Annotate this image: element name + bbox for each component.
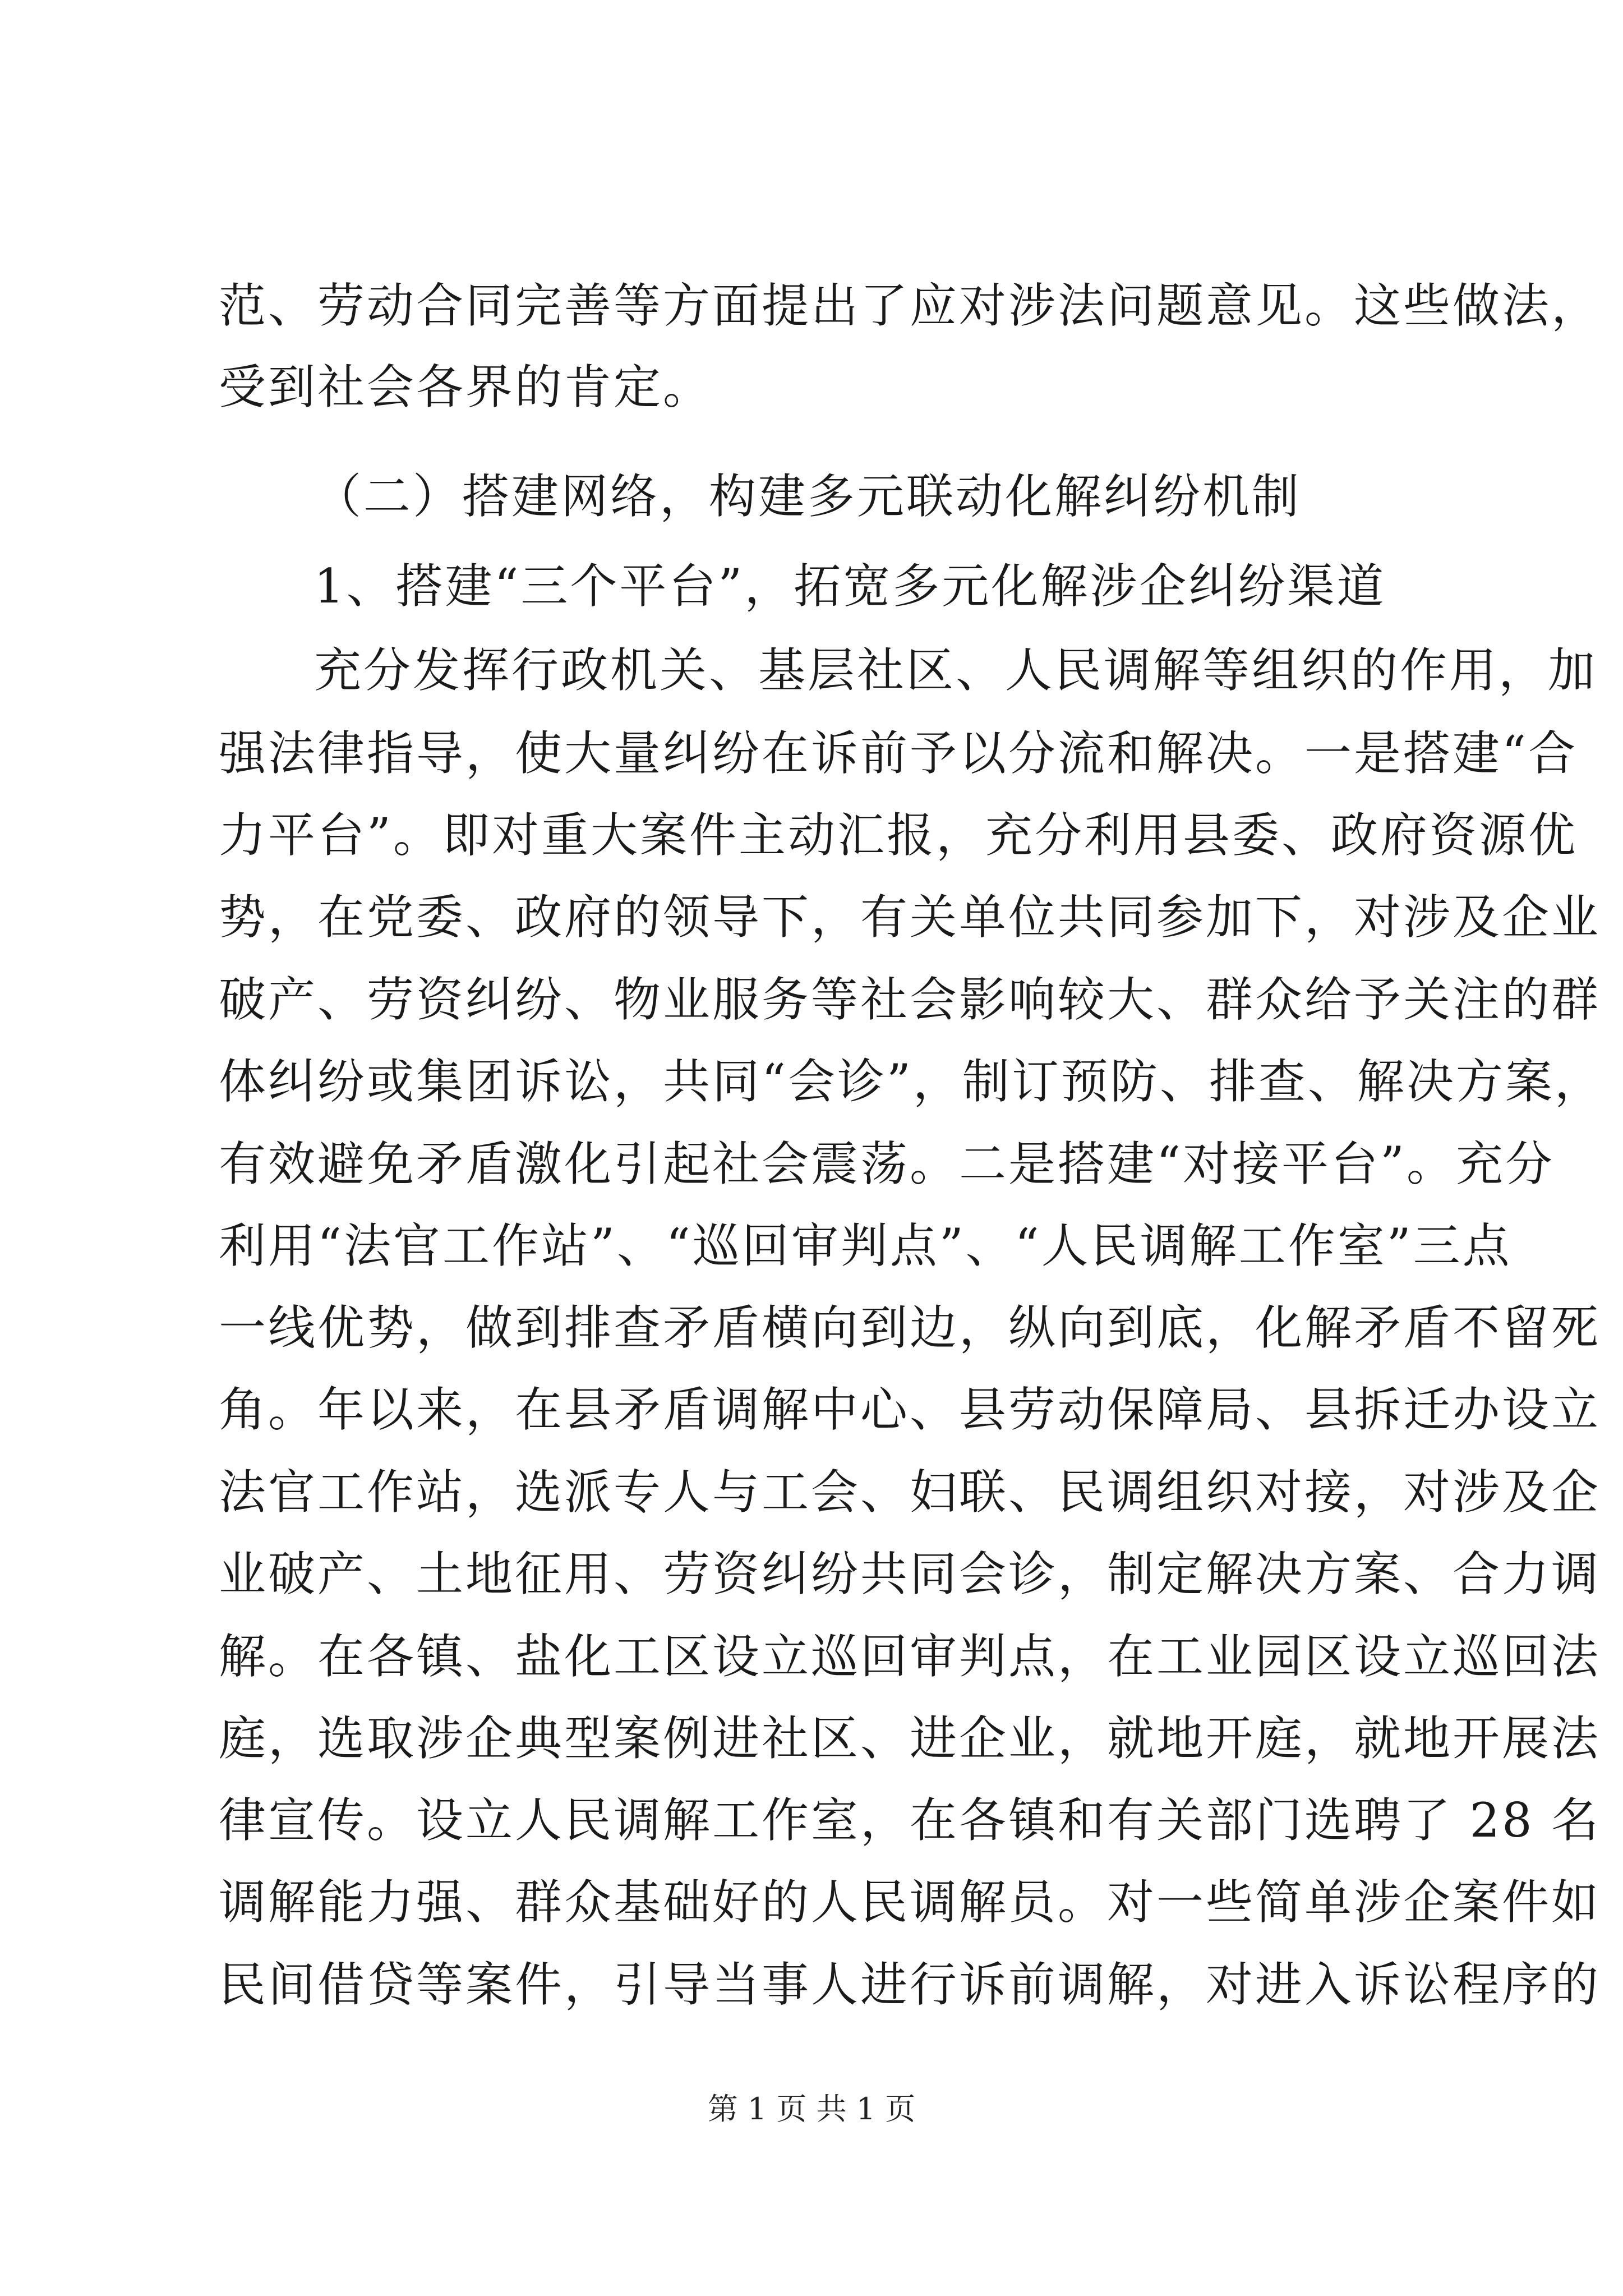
body-line-1: 范、劳动合同完善等方面提出了应对涉法问题意见。这些做法， (219, 278, 1601, 333)
paragraph-line-17: 民间借贷等案件，引导当事人进行诉前调解，对进入诉讼程序的 (219, 1957, 1601, 2012)
paragraph-line-13: 解。在各镇、盐化工区设立巡回审判点，在工业园区设立巡回法 (219, 1629, 1601, 1684)
paragraph-line-11: 法官工作站，选派专人与工会、妇联、民调组织对接，对涉及企 (219, 1465, 1601, 1520)
paragraph-line-2: 强法律指导，使大量纠纷在诉前予以分流和解决。一是搭建“合 (219, 726, 1578, 781)
paragraph-line-15: 律宣传。设立人民调解工作室，在各镇和有关部门选聘了 28 名 (219, 1793, 1601, 1848)
body-line-2: 受到社会各界的肯定。 (219, 360, 713, 415)
section-heading: （二）搭建网络，构建多元联动化解纠纷机制 (314, 469, 1302, 524)
paragraph-line-10: 角。年以来，在县矛盾调解中心、县劳动保障局、县拆迁办设立 (219, 1382, 1601, 1437)
paragraph-line-8: 利用“法官工作站”、“巡回审判点”、“人民调解工作室”三点 (219, 1218, 1512, 1273)
paragraph-line-4: 势，在党委、政府的领导下，有关单位共同参加下，对涉及企业 (219, 890, 1601, 945)
paragraph-line-12: 业破产、土地征用、劳资纠纷共同会诊，制定解决方案、合力调 (219, 1547, 1601, 1602)
page-footer: 第 1 页 共 1 页 (707, 2091, 916, 2127)
paragraph-line-5: 破产、劳资纠纷、物业服务等社会影响较大、群众给予关注的群 (219, 972, 1601, 1027)
paragraph-line-6: 体纠纷或集团诉讼，共同“会诊”，制订预防、排查、解决方案， (219, 1054, 1604, 1109)
paragraph-line-7: 有效避免矛盾激化引起社会震荡。二是搭建“对接平台”。充分 (219, 1137, 1555, 1191)
paragraph-line-3: 力平台”。即对重大案件主动汇报，充分利用县委、政府资源优 (219, 808, 1578, 863)
paragraph-line-1: 充分发挥行政机关、基层社区、人民调解等组织的作用，加 (314, 643, 1598, 698)
paragraph-line-9: 一线优势，做到排查矛盾横向到边，纵向到底，化解矛盾不留死 (219, 1300, 1601, 1355)
paragraph-line-14: 庭，选取涉企典型案例进社区、进企业，就地开庭，就地开展法 (219, 1711, 1601, 1766)
subsection-heading: 1、搭建“三个平台”，拓宽多元化解涉企纠纷渠道 (314, 559, 1386, 614)
paragraph-line-16: 调解能力强、群众基础好的人民调解员。对一些简单涉企案件如 (219, 1875, 1601, 1930)
